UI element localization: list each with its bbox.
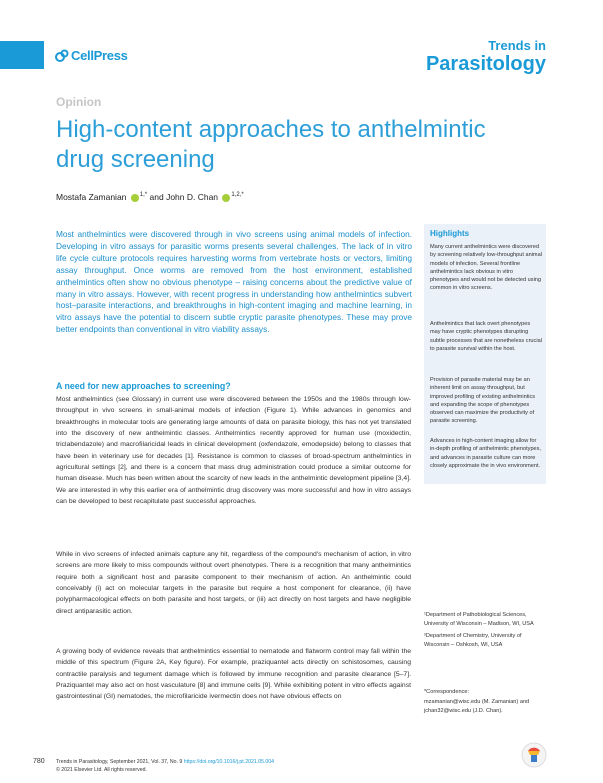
page-number: 780 <box>33 758 45 765</box>
author-name[interactable]: John D. Chan <box>166 192 219 202</box>
highlight-item: Advances in high-content imaging allow for in-depth profiling of anthelmintic phenotypes, and advances in parasite culture can more closely approximate the in vivo environment. <box>430 438 542 469</box>
highlight-item: Anthelmintics that lack overt phenotypes may have cryptic phenotypes disrupting subtle processes that are nonetheless crucial to parasite survival within the host. <box>430 321 542 352</box>
affiliation: ¹Department of Pathobiological Sciences, University of Wisconsin – Madison, WI, USA <box>424 612 534 627</box>
page-footer <box>56 758 274 774</box>
cellpress-logo-icon <box>55 49 69 63</box>
highlight-item: Many current anthelmintics were discovered by screening relatively low-throughput animal models of infection. Several frontline anthelmintics lack obvious in vitro phenotypes and would not be detected using common in vitro screens. <box>430 244 542 292</box>
copyright: © 2021 Elsevier Ltd. All rights reserved. <box>56 767 147 773</box>
citation: Trends in Parasitology, September 2021, Vol. 37, No. 9 <box>56 759 183 765</box>
journal-name[interactable] <box>426 38 546 75</box>
orcid-icon[interactable] <box>131 194 139 202</box>
article-title: High-content approaches to anthelmintic drug screening <box>56 116 486 173</box>
highlights-title: Highlights <box>430 229 470 238</box>
correspondence-label: *Correspondence: <box>424 689 470 695</box>
author-connector: and <box>149 192 164 202</box>
body-paragraph: While in vivo screens of infected animals capture any hit, regardless of the compound's mechanism of action, in vitro screens are more likely to miss compounds without overt phenotypes. There is a recognition that many anthelmintics require both a significant host and parasite component to their mechanism of action. An anthelmintic could conceivably (i) act on molecular targets in the parasite but require a host component for clearance, (ii) have polypharmacological effects on both parasite and host targets, or (iii) act directly on host targets and have negligible direct antiparasitic action. <box>56 551 411 615</box>
publisher-name: CellPress <box>71 48 128 63</box>
highlight-item: Provision of parasite material may be an inherent limit on assay throughput, but improved profiling of existing anthelmintics and expanding the scope of phenotypes observed can maximize the productivity of parasite screening. <box>430 377 536 425</box>
author-affiliation-marker: 1,* <box>139 192 148 199</box>
article-type: Opinion <box>56 95 102 109</box>
orcid-icon[interactable] <box>222 194 230 202</box>
affiliation: ²Department of Chemistry, University of Wisconsin – Oshkosh, WI, USA <box>424 633 522 648</box>
section-heading: A need for new approaches to screening? <box>56 381 231 391</box>
header-color-tab <box>0 41 44 69</box>
doi-link[interactable]: https://doi.org/10.1016/j.pt.2021.05.004 <box>183 759 275 765</box>
correspondence-emails[interactable]: mzamanian@wisc.edu (M. Zamanian) and jchan32@wisc.edu (J.D. Chan). <box>424 699 530 714</box>
author-list <box>56 192 244 202</box>
check-for-updates-icon[interactable] <box>521 742 547 768</box>
body-paragraph: Most anthelmintics (see Glossary) in current use were discovered between the 1950s and the 1980s through low-throughput in vivo screens in small-animal models of infection (Figure 1). While advances in genomics and breakthroughs in molecular tools are generating large amounts of data on parasite biology, this has not yet translated into the discovery of new anthelmintic classes. Anthelmintics recently approved for human use (moxidectin, triclabendazole) and macrofilaricidal leads in clinical development (oxfendazole, emodepside) belong to classes that have been in veterinary use for decades [1]. Resistance is common to classes of broad-spectrum anthelmintics in agricultural settings [2], and there is a concern that mass drug administration could produce a similar outcome for human disease. Much has been written about the scarcity of new leads in the anthelmintic development pipeline [3,4]. We are interested in why this earlier era of anthelmintic drug discovery was more successful and how in vitro assays can be developed to best recapitulate past successful approaches. <box>56 396 411 506</box>
author-affiliation-marker: 1,2,* <box>231 192 244 199</box>
author-name[interactable]: Mostafa Zamanian <box>56 192 127 202</box>
journal-name-line1: Trends in <box>488 38 546 53</box>
journal-name-line2: Parasitology <box>425 53 546 75</box>
abstract: Most anthelmintics were discovered through in vivo screens using animal models of infection. Developing in vitro assays for parasitic worms presents several challenges. The lack of in vitro life cycle culture protocols requires harvesting worms from vertebrate hosts or vectors, limiting assay throughput. Once worms are removed from the host environment, established anthelmintics often show no obvious phenotype – raising concerns about the predictive value of many in vitro assays. However, with recent progress in understanding how anthelmintics subvert host–parasite interactions, and breakthroughs in high-content imaging and machine learning, in vitro assays have the potential to discern subtle cryptic parasite phenotypes. These may prove better endpoints than conventional in vitro viability assays. <box>56 229 412 335</box>
publisher-logo[interactable] <box>55 48 128 63</box>
body-paragraph: A growing body of evidence reveals that anthelmintics essential to nematode and flatworm control may fall within the middle of this spectrum (Figure 2A, Key figure). For example, praziquantel acts directly on schistosomes, causing contractile paralysis and tegument damage which is followed by immune recognition and parasite clearance [5–7]. Praziquantel may also act on host vasculature [8] and immune cells [9]. While exhibiting potent in vitro effects against gastrointestinal (GI) nematodes, the microfilaricide ivermectin does not have obvious effects on <box>56 648 411 701</box>
